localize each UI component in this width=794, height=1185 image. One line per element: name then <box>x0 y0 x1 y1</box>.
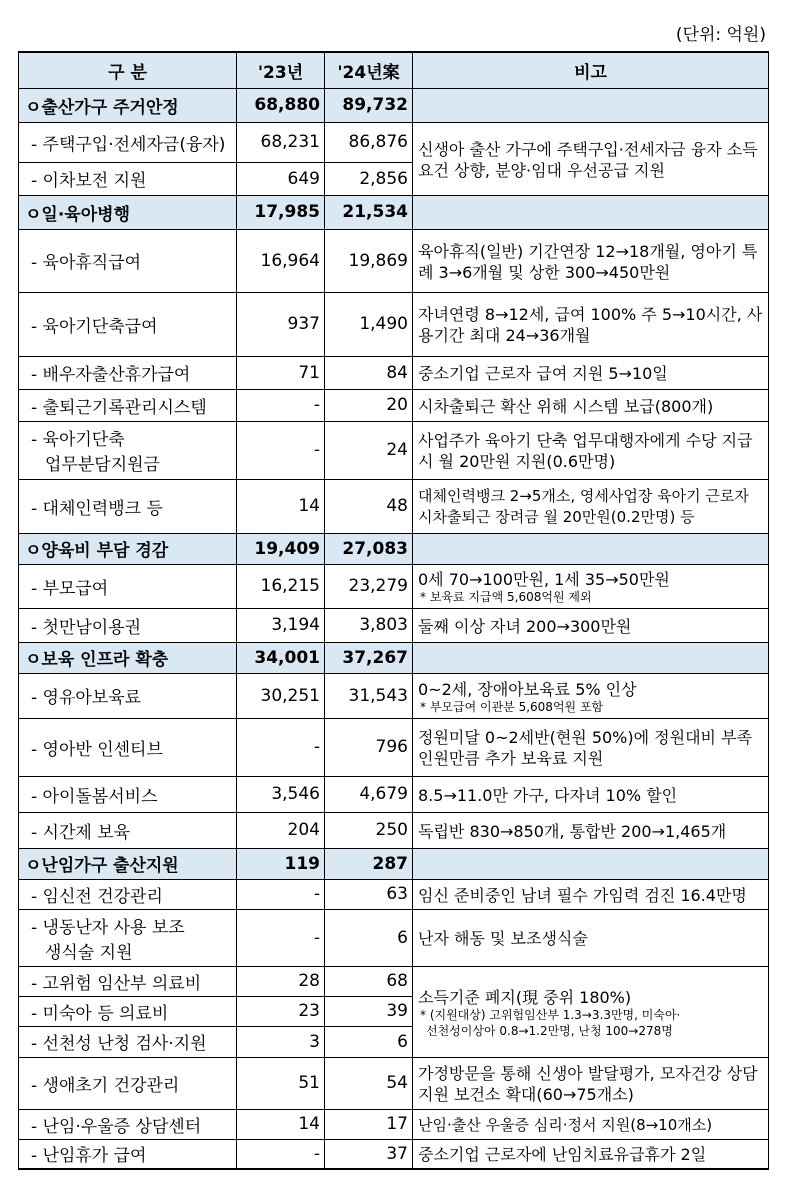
header-2024: '24년案 <box>325 52 413 88</box>
value-2023: 937 <box>237 292 325 356</box>
category-name: ㅇ난임가구 출산지원 <box>19 848 237 879</box>
table-row <box>19 1057 769 1109</box>
value-2024: 86,876 <box>325 122 413 162</box>
value-2023: 28 <box>237 966 325 996</box>
value-2023: 3,194 <box>237 608 325 642</box>
table-row <box>19 479 769 533</box>
value-2023: 3,546 <box>237 776 325 812</box>
category-name: ㅇ출산가구 주거안정 <box>19 88 237 122</box>
value-2023: 14 <box>237 1109 325 1139</box>
note-footnote-line2: 선천성이상아 0.8→1.2만명, 난청 100→278명 <box>426 1023 673 1038</box>
note-cell <box>413 966 769 1057</box>
value-2024: 796 <box>325 718 413 776</box>
note-main: 소득기준 폐지(現 중위 180%) <box>418 987 632 1007</box>
note-cell: 사업주가 육아기 단축 업무대행자에게 수당 지급시 월 20만원 지원(0.6만명) <box>413 421 769 479</box>
unit-label: (단위: 억원) <box>675 25 766 45</box>
category-name: ㅇ양육비 부담 경감 <box>19 533 237 564</box>
budget-table <box>18 51 769 1170</box>
value-2023: - <box>237 389 325 421</box>
note-cell: 임신 준비중인 남녀 필수 가임력 검진 16.4만명 <box>413 879 769 909</box>
item-name: - 시간제 보육 <box>19 812 237 848</box>
note-cell: 중소기업 근로자 급여 지원 5→10일 <box>413 356 769 389</box>
value-2023: 19,409 <box>237 533 325 564</box>
category-row <box>19 642 769 673</box>
table-row <box>19 421 769 479</box>
value-2024: 2,856 <box>325 162 413 195</box>
item-name: - 영유아보육료 <box>19 673 237 718</box>
table-row <box>19 229 769 292</box>
item-name: - 출퇴근기록관리시스템 <box>19 389 237 421</box>
value-2023: 649 <box>237 162 325 195</box>
note-cell: 중소기업 근로자에 난임치료유급휴가 2일 <box>413 1139 769 1169</box>
header-2023: '23년 <box>237 52 325 88</box>
value-2023: - <box>237 421 325 479</box>
value-2024: 287 <box>325 848 413 879</box>
note-cell: 육아휴직(일반) 기간연장 12→18개월, 영아기 특례 3→6개월 및 상한 300→450만원 <box>413 229 769 292</box>
table-row <box>19 776 769 812</box>
value-2024: 6 <box>325 1026 413 1057</box>
value-2024: 63 <box>325 879 413 909</box>
value-2023: 17,985 <box>237 195 325 229</box>
value-2023: 34,001 <box>237 642 325 673</box>
value-2023: 3 <box>237 1026 325 1057</box>
category-row <box>19 88 769 122</box>
table-row <box>19 812 769 848</box>
table-row <box>19 356 769 389</box>
note-footnote: * 보육료 지급액 5,608억원 제외 <box>420 590 592 604</box>
note-cell: 시차출퇴근 확산 위해 시스템 보급(800개) <box>413 389 769 421</box>
item-name: - 임신전 건강관리 <box>19 879 237 909</box>
value-2023: - <box>237 1139 325 1169</box>
table-row <box>19 673 769 718</box>
note-cell: 대체인력뱅크 2→5개소, 영세사업장 육아기 근로자 시차출퇴근 장려금 월 20만원(0.2만명) 등 <box>413 479 769 533</box>
value-2024: 23,279 <box>325 564 413 608</box>
note-main: 0세 70→100만원, 1세 35→50만원 <box>418 570 670 589</box>
value-2023: - <box>237 718 325 776</box>
value-2024: 21,534 <box>325 195 413 229</box>
item-name: - 주택구입·전세자금(융자) <box>19 122 237 162</box>
note-cell <box>413 564 769 608</box>
value-2024: 37 <box>325 1139 413 1169</box>
value-2024: 1,490 <box>325 292 413 356</box>
table-row <box>19 1139 769 1169</box>
table-row <box>19 608 769 642</box>
value-2024: 27,083 <box>325 533 413 564</box>
note-cell: 난자 해동 및 보조생식술 <box>413 909 769 966</box>
value-2024: 6 <box>325 909 413 966</box>
header-note: 비고 <box>413 52 769 88</box>
value-2024: 84 <box>325 356 413 389</box>
value-2023: 23 <box>237 996 325 1026</box>
note-cell <box>413 533 769 564</box>
table-row <box>19 879 769 909</box>
table-row <box>19 966 769 996</box>
item-name: - 아이돌봄서비스 <box>19 776 237 812</box>
item-name: - 고위험 임산부 의료비 <box>19 966 237 996</box>
category-row <box>19 848 769 879</box>
value-2023: 204 <box>237 812 325 848</box>
note-footnote: * 부모급여 이관분 5,608억원 포함 <box>420 699 604 714</box>
note-cell <box>413 88 769 122</box>
value-2024: 4,679 <box>325 776 413 812</box>
header-category: 구 분 <box>19 52 237 88</box>
item-name-line1: - 육아기단축 <box>31 430 125 450</box>
value-2024: 68 <box>325 966 413 996</box>
note-main: 0~2세, 장애아보육료 5% 인상 <box>418 679 637 699</box>
value-2024: 20 <box>325 389 413 421</box>
item-name: - 미숙아 등 의료비 <box>19 996 237 1026</box>
note-cell: 난임·출산 우울증 심리·정서 지원(8→10개소) <box>413 1109 769 1139</box>
value-2023: 30,251 <box>237 673 325 718</box>
value-2024: 250 <box>325 812 413 848</box>
item-name: - 부모급여 <box>19 564 237 608</box>
table-row <box>19 389 769 421</box>
item-name-line2: 생식술 지원 <box>45 942 133 963</box>
value-2023: 68,880 <box>237 88 325 122</box>
value-2024: 3,803 <box>325 608 413 642</box>
value-2024: 39 <box>325 996 413 1026</box>
table-row <box>19 1109 769 1139</box>
item-name: - 난임·우울증 상담센터 <box>19 1109 237 1139</box>
note-cell: 신생아 출산 가구에 주택구입·전세자금 융자 소득요건 상향, 분양·임대 우선공급 지원 <box>413 122 769 195</box>
note-cell <box>413 642 769 673</box>
value-2024: 17 <box>325 1109 413 1139</box>
note-cell: 가정방문을 통해 신생아 발달평가, 모자건강 상담 지원 보건소 확대(60→75개소) <box>413 1057 769 1109</box>
item-name: - 배우자출산휴가급여 <box>19 356 237 389</box>
item-name: - 생애초기 건강관리 <box>19 1057 237 1109</box>
item-name-line2: 업무분담지원금 <box>45 455 160 475</box>
item-name: - 첫만남이용권 <box>19 608 237 642</box>
value-2023: - <box>237 879 325 909</box>
table-row <box>19 122 769 162</box>
note-cell <box>413 195 769 229</box>
category-row <box>19 533 769 564</box>
value-2024: 54 <box>325 1057 413 1109</box>
item-name: - 육아기단축급여 <box>19 292 237 356</box>
item-name: - 대체인력뱅크 등 <box>19 479 237 533</box>
value-2023: 16,215 <box>237 564 325 608</box>
value-2024: 19,869 <box>325 229 413 292</box>
category-name: ㅇ일·육아병행 <box>19 195 237 229</box>
value-2024: 31,543 <box>325 673 413 718</box>
note-cell <box>413 673 769 718</box>
item-name <box>19 909 237 966</box>
value-2024: 89,732 <box>325 88 413 122</box>
value-2024: 37,267 <box>325 642 413 673</box>
category-name: ㅇ보육 인프라 확충 <box>19 642 237 673</box>
item-name <box>19 421 237 479</box>
note-cell <box>413 848 769 879</box>
item-name: - 영아반 인센티브 <box>19 718 237 776</box>
note-cell: 8.5→11.0만 가구, 다자녀 10% 할인 <box>413 776 769 812</box>
table-row <box>19 292 769 356</box>
category-row <box>19 195 769 229</box>
item-name: - 선천성 난청 검사·지원 <box>19 1026 237 1057</box>
table-row <box>19 564 769 608</box>
value-2023: 16,964 <box>237 229 325 292</box>
value-2023: 71 <box>237 356 325 389</box>
item-name: - 육아휴직급여 <box>19 229 237 292</box>
value-2023: 68,231 <box>237 122 325 162</box>
value-2023: 119 <box>237 848 325 879</box>
value-2023: 51 <box>237 1057 325 1109</box>
note-cell: 독립반 830→850개, 통합반 200→1,465개 <box>413 812 769 848</box>
value-2024: 48 <box>325 479 413 533</box>
item-name-line1: - 냉동난자 사용 보조 <box>31 917 185 938</box>
note-footnote: * (지원대상) 고위험임산부 1.3→3.3만명, 미숙아· <box>420 1007 681 1022</box>
item-name: - 난임휴가 급여 <box>19 1139 237 1169</box>
note-cell: 둘째 이상 자녀 200→300만원 <box>413 608 769 642</box>
header-row <box>19 52 769 88</box>
value-2024: 24 <box>325 421 413 479</box>
note-cell: 정원미달 0~2세반(현원 50%)에 정원대비 부족인원만큼 추가 보육료 지원 <box>413 718 769 776</box>
note-cell: 자녀연령 8→12세, 급여 100% 주 5→10시간, 사용기간 최대 24→36개월 <box>413 292 769 356</box>
item-name: - 이차보전 지원 <box>19 162 237 195</box>
value-2023: - <box>237 909 325 966</box>
table-row <box>19 909 769 966</box>
table-row <box>19 718 769 776</box>
value-2023: 14 <box>237 479 325 533</box>
